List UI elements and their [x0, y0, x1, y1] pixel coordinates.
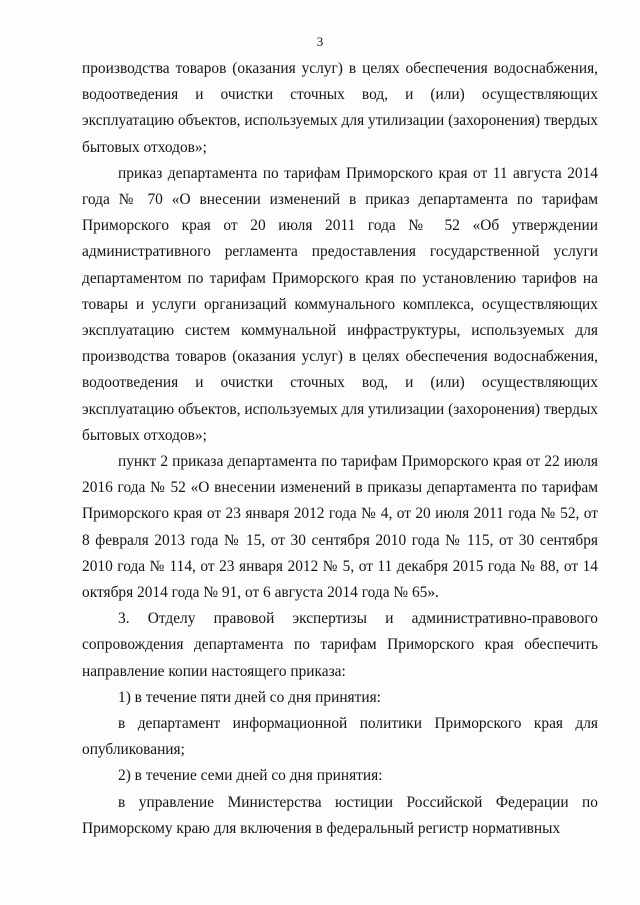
paragraph-sub-1-heading: 1) в течение пяти дней со дня принятия:	[118, 688, 381, 706]
paragraph-sub-1-body: в департамент информационной политики Приморского края для опубликования;	[82, 715, 598, 759]
paragraph-sub-2-heading: 2) в течение семи дней со дня принятия:	[118, 767, 383, 785]
document-body	[82, 56, 598, 842]
paragraph-sub-2-body: в управление Министерства юстиции Российской Федерации по Приморскому краю для включения в федеральный регистр нормативных	[82, 793, 598, 837]
paragraph-item-3: 3. Отделу правовой экспертизы и административно-правового сопровождения департамента по тарифам Приморского края обеспечить направление копии настоящего приказа:	[82, 610, 598, 680]
page-number: 3	[316, 34, 324, 49]
paragraph-continuation: производства товаров (оказания услуг) в целях обеспечения водоснабжения, водоотведения и очистки сточных вод, и (или) осуществляющих эксплуатацию объектов, используемых для утилизации (захоронения) твердых бытовых отходов»;	[82, 60, 598, 156]
paragraph-clause-2-order-2016: пункт 2 приказа департамента по тарифам Приморского края от 22 июля 2016 года № 52 «О внесении изменений в приказы департамента по тарифам Приморского края от 23 января 2012 года № 4, от 20 июля 2011 года № 52, от 8 февраля 2013 года № 15, от 30 сентября 2010 года № 115, от 30 сентября 2010 года № 114, от 23 января 2012 № 5, от 11 декабря 2015 года № 88, от 14 октября 2014 года № 91, от 6 августа 2014 года № 65».	[82, 453, 598, 602]
paragraph-order-2014: приказ департамента по тарифам Приморского края от 11 августа 2014 года № 70 «О внесении изменений в приказ департамента по тарифам Приморского края от 20 июля 2011 года № 52 «Об утверждении административного регламента предоставления государственной услуги департаментом по тарифам Приморского края по установлению тарифов на товары и услуги организаций коммунального комплекса, осуществляющих эксплуатацию систем коммунальной инфраструктуры, используемых для производства товаров (оказания услуг) в целях обеспечения водоснабжения, водоотведения и очистки сточных вод, и (или) осуществляющих эксплуатацию объектов, используемых для утилизации (захоронения) твердых бытовых отходов»;	[82, 164, 598, 444]
